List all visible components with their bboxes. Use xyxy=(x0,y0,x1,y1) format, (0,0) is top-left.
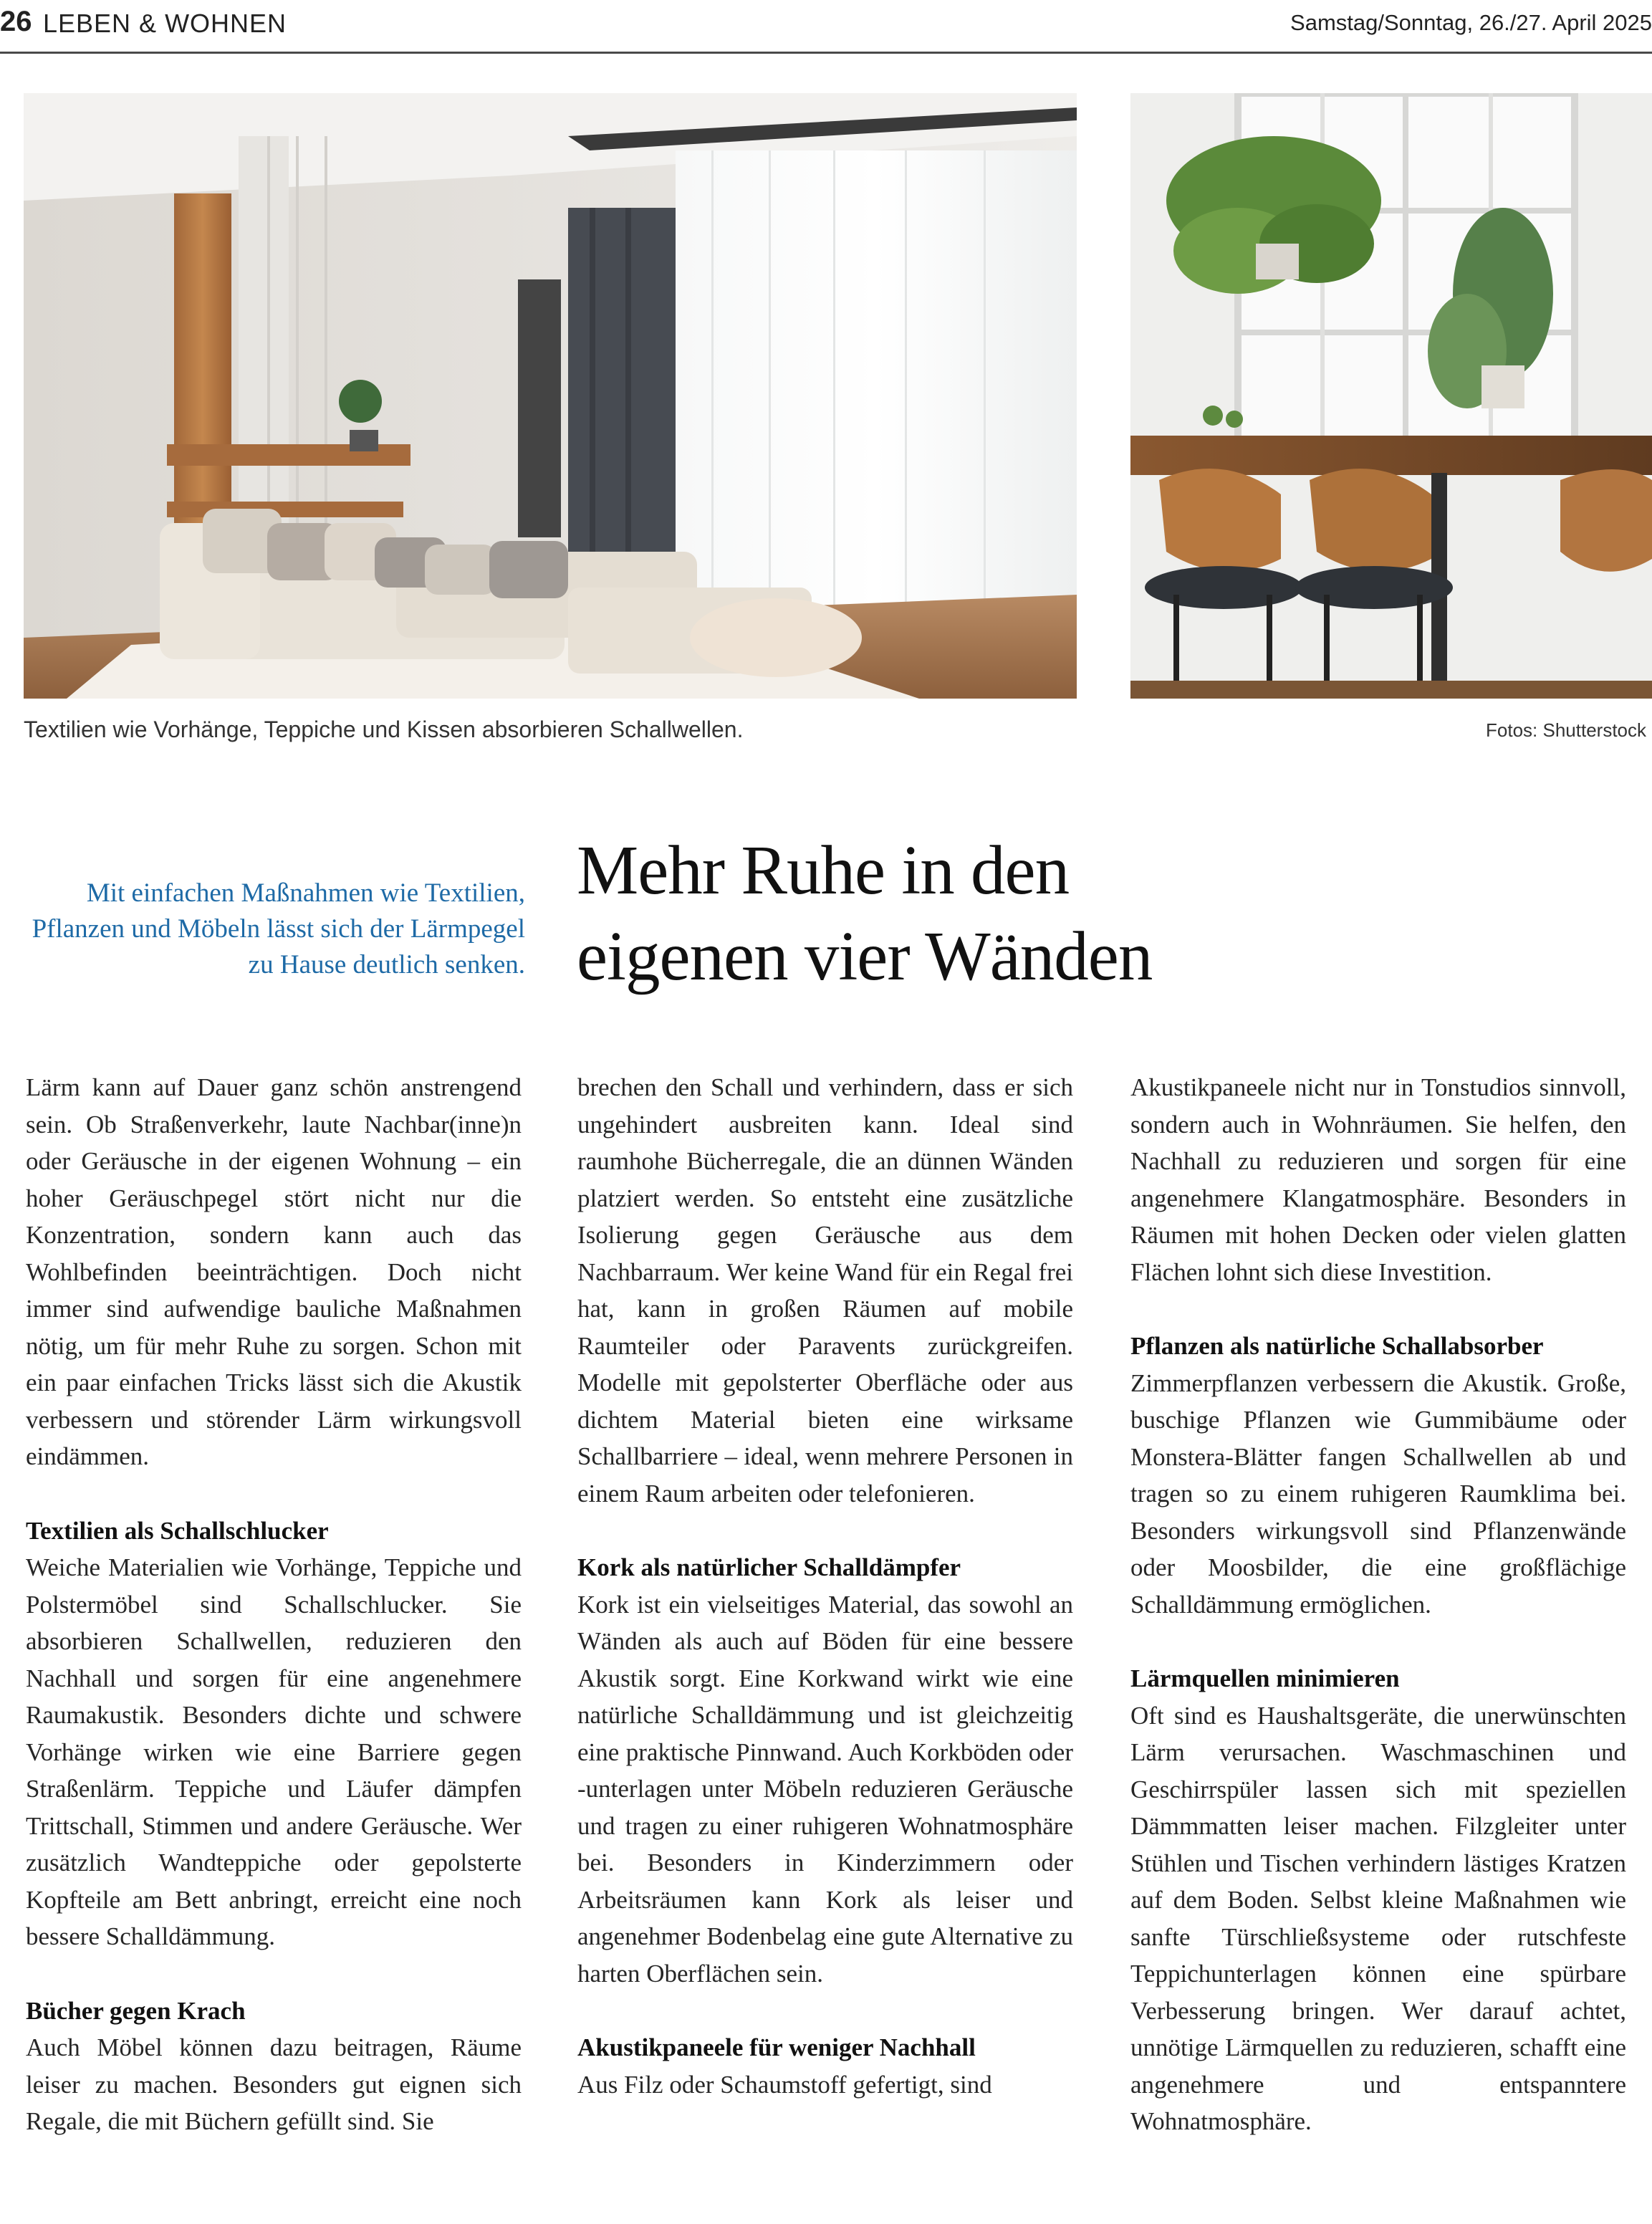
subheading-kork: Kork als natürlicher Schalldämpfer xyxy=(577,1553,961,1581)
paragraph-kork: Kork ist ein vielseitiges Material, das sowohl an Wänden als auch auf Böden für eine bessere Akustik sorgt. Eine Korkwand wirkt wie eine natürliche Schalldämmung und ist gleichzeitig eine praktische Pinnwand. Auch Korkböden oder -unterlagen unter Möbeln reduzieren Geräusche und tragen zu einer ruhigeren Wohnatmosphäre bei. Besonders in Kinderzimmern oder Arbeitsräumen kann Kork als leiser und angenehmer Bodenbelag eine gute Alternative zu harten Oberflächen sein. xyxy=(577,1590,1073,1988)
headline-line-2: eigenen vier Wänden xyxy=(577,918,1153,994)
photo-credit: Fotos: Shutterstock xyxy=(1486,719,1646,741)
issue-date: Samstag/Sonntag, 26./27. April 2025 xyxy=(1290,10,1652,35)
photo-caption: Textilien wie Vorhänge, Teppiche und Kissen absorbieren Schallwellen. xyxy=(24,716,744,742)
article-column-3 xyxy=(1130,1069,1626,2140)
paragraph-buecher-cont: brechen den Schall und verhindern, dass er sich ungehindert ausbreiten kann. Ideal sind raumhohe Bücherregale, die an dünnen Wänden platziert werden. So entsteht eine zusätzliche Isolierung gegen Geräusche aus dem Nachbarraum. Wer keine Wand für ein Regal frei hat, kann in großen Räumen auf mobile Raumteiler oder Paravents zurückgreifen. Modelle mit gepolsterter Oberfläche oder aus dichtem Material bieten eine wirksame Schallbarriere – ideal, wenn mehrere Personen in einem Raum arbeiten oder telefonieren. xyxy=(577,1073,1073,1508)
paragraph-pflanzen: Zimmerpflanzen verbessern die Akustik. Große, buschige Pflanzen wie Gummibäume oder Monstera-Blätter fangen Schallwellen ab und tragen so zu einem ruhigeren Raumklima bei. Besonders wirkungsvoll sind Pflanzenwände oder Moosbilder, die eine großflächige Schalldämmung ermöglichen. xyxy=(1130,1369,1626,1619)
paragraph-laermquellen: Oft sind es Haushaltsgeräte, die unerwünschten Lärm verursachen. Waschmaschinen und Geschirrspüler lassen sich mit speziellen Dämmmatten leiser machen. Filzgleiter unter Stühlen und Tischen verhindern lästiges Kratzen auf dem Boden. Selbst kleine Maßnahmen wie sanfte Türschließsysteme oder rutschfeste Teppichunterlagen können eine spürbare Verbesserung bringen. Wer darauf achtet, unnötige Lärmquellen zu reduzieren, schafft eine angenehmere und entspanntere Wohnatmosphäre. xyxy=(1130,1701,1626,2135)
subheading-laermquellen: Lärmquellen minimieren xyxy=(1130,1664,1400,1692)
subheading-pflanzen: Pflanzen als natürliche Schallabsorber xyxy=(1130,1332,1544,1360)
subheading-buecher: Bücher gegen Krach xyxy=(26,1996,246,2025)
page-header xyxy=(0,0,1652,53)
living-room-photo xyxy=(24,93,1077,699)
subheading-akustikpaneele: Akustikpaneele für weniger Nachhall xyxy=(577,2033,976,2061)
paragraph-akustik-start: Aus Filz oder Schaumstoff gefertigt, sind xyxy=(577,2070,992,2099)
headline-line-1: Mehr Ruhe in den xyxy=(577,832,1070,909)
paragraph-buecher-start: Auch Möbel können dazu beitragen, Räume leiser zu machen. Besonders gut eignen sich Regale, die mit Büchern gefüllt sind. Sie xyxy=(26,2033,522,2135)
article-headline xyxy=(577,828,1580,1000)
paragraph-akustik-cont: Akustikpaneele nicht nur in Tonstudios sinnvoll, sondern auch in Wohnräumen. Sie helfen, den Nachhall zu reduzieren und sorgen für eine angenehmere Klangatmosphäre. Besonders in Räumen mit hohen Decken oder vielen glatten Flächen lohnt sich diese Investition. xyxy=(1130,1073,1626,1286)
article-teaser: Mit einfachen Maßnahmen wie Textilien, Pflanzen und Möbeln lässt sich der Lärmpegel zu Hause deutlich senken. xyxy=(32,878,525,979)
paragraph-textilien: Weiche Materialien wie Vorhänge, Teppiche und Polstermöbel sind Schallschlucker. Sie absorbieren Schallwellen, reduzieren den Nachhall und sorgen für eine angenehmere Raumakustik. Besonders dichte und schwere Vorhänge wirken wie eine Barriere gegen Straßenlärm. Teppiche und Läufer dämpfen Trittschall, Stimmen und andere Geräusche. Wer zusätzlich Wandteppiche oder gepolsterte Kopfteile am Bett anbringt, erreicht eine noch bessere Schalldämmung. xyxy=(26,1553,522,1950)
page-number: 26 xyxy=(0,6,32,37)
article-column-1 xyxy=(26,1069,522,2140)
subheading-textilien: Textilien als Schallschlucker xyxy=(26,1516,329,1545)
header-rule xyxy=(0,52,1652,54)
section-name: LEBEN & WOHNEN xyxy=(43,9,287,38)
dining-room-photo xyxy=(1130,93,1652,699)
intro-paragraph: Lärm kann auf Dauer ganz schön anstrengend sein. Ob Straßenverkehr, laute Nachbar(inne)n oder Geräusche in der eigenen Wohnung – ein hoher Geräuschpegel stört nicht nur die Konzentration, sondern kann auch das Wohlbefinden beeinträchtigen. Doch nicht immer sind aufwendige bauliche Maßnahmen nötig, um für mehr Ruhe zu sorgen. Schon mit ein paar einfachen Tricks lässt sich die Akustik verbessern und störender Lärm wirkungsvoll eindämmen. xyxy=(26,1073,522,1470)
article-column-2 xyxy=(577,1069,1073,2103)
